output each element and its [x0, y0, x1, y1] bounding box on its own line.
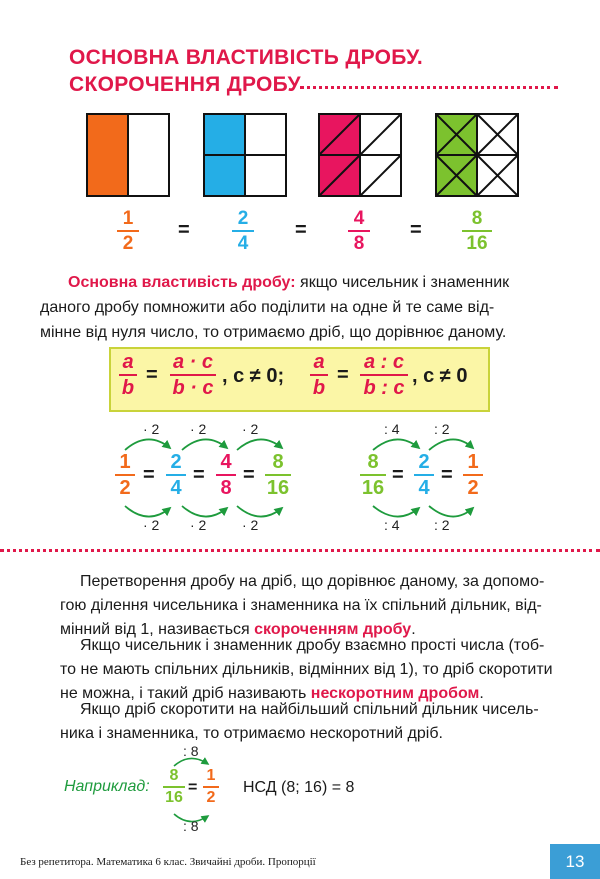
gcd-paragraph — [60, 698, 560, 746]
formula-divide-fraction: a : c b : c — [360, 352, 408, 398]
equals-sign: = — [410, 219, 422, 241]
op-label: · 2 — [242, 421, 259, 437]
title-line-2: СКОРОЧЕННЯ ДРОБУ — [69, 73, 301, 96]
op-label: : 8 — [183, 818, 199, 834]
formula-condition-2: , c ≠ 0 — [412, 365, 468, 387]
equals-sign: = — [188, 779, 198, 796]
op-label: · 2 — [190, 421, 207, 437]
para2-line-3: не можна, і такий дріб називають нескоротним дробом. — [60, 685, 484, 702]
fraction-1-2: 1 2 — [117, 209, 139, 253]
fraction-2-4: 2 4 — [232, 209, 254, 253]
para3-line-1: Якщо дріб скоротити на найбільший спільний дільник чисель- — [80, 701, 539, 718]
para2-line-1: Якщо чисельник і знаменник дробу взаємно прості числа (тоб- — [80, 637, 545, 654]
op-label: : 4 — [384, 517, 400, 533]
fraction-4-8: 4 8 — [348, 209, 370, 253]
equals-sign: = — [392, 464, 404, 486]
title-dotted-rule — [300, 86, 558, 89]
op-label: · 2 — [143, 421, 160, 437]
op-label: : 2 — [434, 421, 450, 437]
example-fraction-8-16: 8 16 — [163, 768, 185, 806]
op-label: : 4 — [384, 421, 400, 437]
square-eight-sixteenths — [436, 114, 518, 196]
section-divider — [0, 549, 600, 552]
example-label: Наприклад: — [64, 778, 150, 795]
equals-sign: = — [441, 464, 453, 486]
term-reduction: скороченням дробу — [254, 621, 412, 638]
fraction-8-16: 8 16 — [462, 209, 492, 253]
fraction-squares — [85, 112, 525, 200]
title-line-1: ОСНОВНА ВЛАСТИВІСТЬ ДРОБУ. — [69, 46, 423, 69]
property-text-2: даного дробу помножити або поділити на одне й те саме від- — [40, 299, 495, 316]
op-label: : 2 — [434, 517, 450, 533]
para1-line-1: Перетворення дробу на дріб, що дорівнює даному, за допомо- — [80, 573, 545, 590]
property-text-1: якщо чисельник і знаменник — [295, 274, 510, 291]
square-two-quarters — [204, 114, 286, 196]
page-number: 13 — [550, 844, 600, 879]
equals-sign: = — [143, 464, 155, 486]
chain-left-fraction-2-4: 2 4 — [166, 452, 186, 498]
chain-left-fraction-8-16: 8 16 — [266, 451, 290, 499]
formula-a-over-b-2: a b — [310, 352, 328, 398]
irreducible-definition — [60, 634, 560, 706]
property-label: Основна властивість дробу: — [68, 274, 296, 291]
para1-line-3: мінний від 1, називається скороченням дробу. — [60, 621, 416, 638]
reduction-definition — [60, 570, 560, 642]
formula-multiply-fraction: a · c b · c — [170, 352, 216, 398]
square-one-half — [87, 114, 169, 196]
op-label: : 8 — [183, 743, 199, 759]
gcd-statement: НСД (8; 16) = 8 — [243, 779, 355, 796]
para1-line-2: гою ділення чисельника і знаменника на їх спільний дільник, від- — [60, 597, 542, 614]
op-label: · 2 — [242, 517, 259, 533]
chain-left-fraction-4-8: 4 8 — [216, 452, 236, 498]
equals-sign: = — [243, 464, 255, 486]
property-paragraph — [40, 270, 560, 345]
chain-left-fraction-1-2: 1 2 — [115, 452, 135, 498]
property-text-3: мінне від нуля число, то отримаємо дріб, що дорівнює даному. — [40, 324, 507, 341]
equals-sign: = — [146, 364, 158, 386]
chain-right-fraction-1-2: 1 2 — [463, 452, 483, 498]
formula-a-over-b: a b — [119, 352, 137, 398]
chain-right-fraction-8-16: 8 16 — [361, 451, 385, 499]
equals-sign: = — [295, 219, 307, 241]
example-fraction-1-2: 1 2 — [203, 768, 219, 806]
term-irreducible: нескоротним дробом — [310, 685, 480, 702]
chain-right-fraction-2-4: 2 4 — [414, 452, 434, 498]
square-four-eighths — [319, 114, 401, 196]
formula-condition-1: , c ≠ 0; — [222, 365, 285, 387]
op-label: · 2 — [190, 517, 207, 533]
footer-text: Без репетитора. Математика 6 клас. Звичайні дроби. Пропорції — [20, 856, 316, 868]
op-label: · 2 — [143, 517, 160, 533]
equals-sign: = — [337, 364, 349, 386]
equals-sign: = — [193, 464, 205, 486]
para3-line-2: ника і знаменника, то отримаємо нескоротний дріб. — [60, 725, 443, 742]
para2-line-2: то не мають спільних дільників, відмінних від 1), то дріб скоротити — [60, 661, 553, 678]
page-title — [69, 44, 423, 98]
equals-sign: = — [178, 219, 190, 241]
